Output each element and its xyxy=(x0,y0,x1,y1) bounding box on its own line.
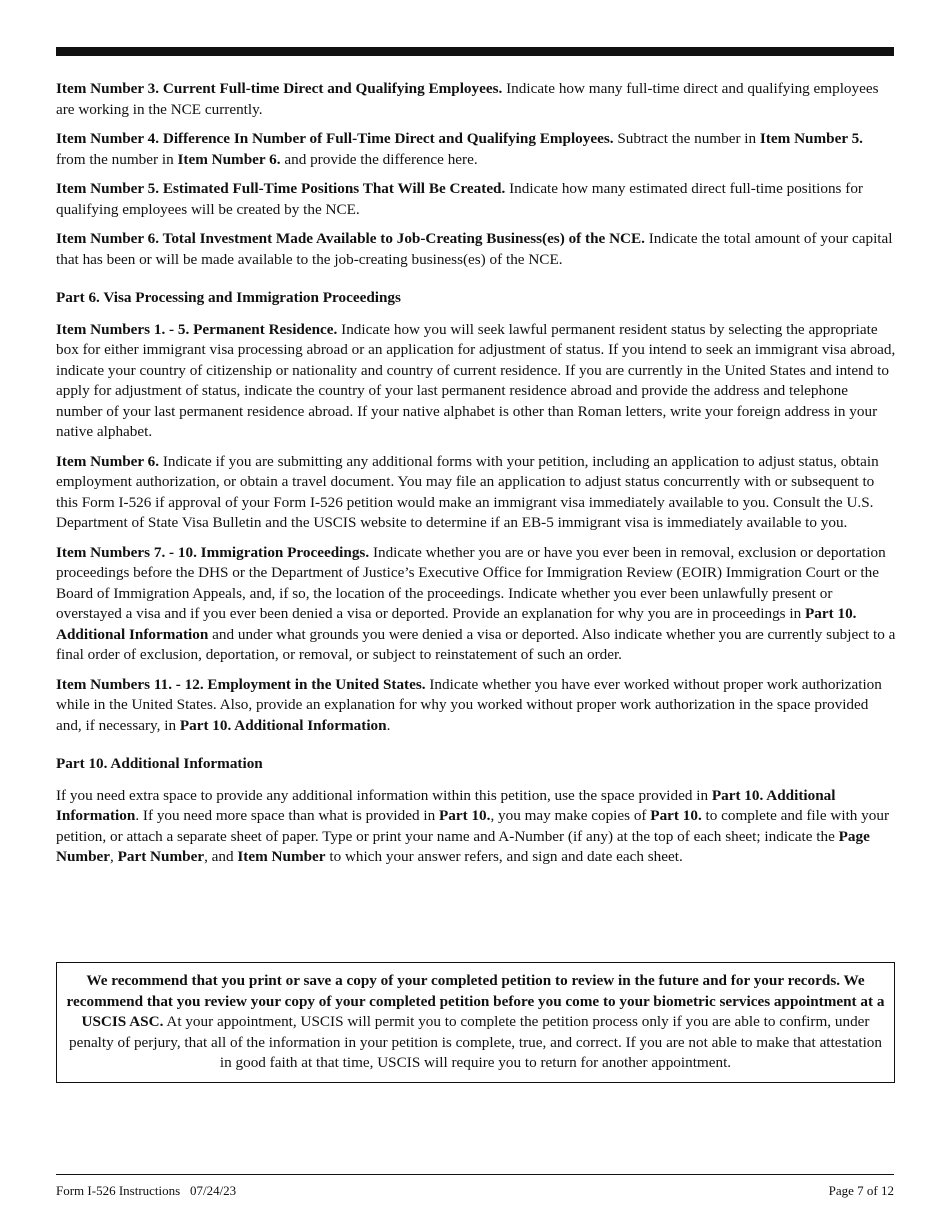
item-5-paragraph xyxy=(56,179,896,220)
part-10-heading: Part 10. Additional Information xyxy=(56,755,263,772)
notice-bold-text: We recommend that you print or save a copy of your completed petition to review in the future and for your records. We recommend that you review your copy of your completed petition before you come to your biometric services appointment at a USCIS ASC. xyxy=(66,972,885,1030)
part-10-reference: Part 10. Additional Information xyxy=(179,716,387,734)
recommendation-notice-box xyxy=(56,962,895,1083)
item-6-text: Indicate the total amount of your capital that has been or will be made available to the job-creating business(es) of the NCE. xyxy=(56,230,893,268)
item-5-text: Indicate how many estimated direct full-time positions for qualifying employees will be created by the NCE. xyxy=(56,180,863,218)
part-number-term: Part Number xyxy=(117,848,205,865)
permanent-residence-paragraph xyxy=(56,320,896,443)
item-4-text: from the number in xyxy=(56,150,178,168)
immigration-proceedings-paragraph xyxy=(56,543,896,666)
permanent-residence-text: Indicate how you will seek lawful permanent resident status by selecting the appropriate box for either immigrant visa processing abroad or an application for adjustment of status. If you intend to seek an immigrant visa abroad, indicate your country of citizenship or nationality and country of current residence. If you are currently in the United States and intend to apply for adjustment of status, indicate the country of your last permanent residence abroad and provide the address and telephone number of your last permanent residence abroad. If your native alphabet is other than Roman letters, write your foreign address in your native alphabet. xyxy=(56,320,896,440)
footer-rule xyxy=(56,1174,894,1175)
additional-info-text: , xyxy=(110,848,118,865)
item-4-text: and provide the difference here. xyxy=(280,150,478,168)
header-rule xyxy=(56,47,894,56)
immigration-proceedings-text: Indicate whether you are or have you ever been in removal, exclusion or deportation proceedings before the DHS or the Department of Justice’s Executive Office for Immigration Review (EOIR) Immigration Court or the Board of Immigration Appeals, and, if so, the location of the proceedings. Indicate whether you ever been unlawfully present or overstayed a visa and if you ever been denied a visa or deported. Provide an explanation for why you are in proceedings in xyxy=(56,543,886,622)
additional-info-text: to complete and file with your petition, or attach a separate sheet of paper. Type or print your name and A-Number (if any) at the top of each sheet; indicate the xyxy=(56,807,890,845)
additional-forms-text: Indicate if you are submitting any additional forms with your petition, including an application to adjust status, obtain employment authorization, or obtain a travel document. You may file an application to adjust status concurrently with or subsequent to this Form I-526 if approval of your Form I-526 petition would make an immigrant visa immediately available to you. Consult the U.S. Department of State Visa Bulletin and the USCIS website to determine if an EB-5 immigrant visa is immediately available to you. xyxy=(56,452,879,531)
item-4-ref-6: Item Number 6. xyxy=(177,150,281,168)
additional-info-text: , and xyxy=(204,848,238,865)
document-body xyxy=(56,79,896,877)
part-10-reference: Part 10. Additional Information xyxy=(56,605,857,643)
part-10-reference: Part 10. xyxy=(438,807,491,824)
immigration-proceedings-text: and under what grounds you were denied a visa or deported. Also indicate whether you are currently subject to a final order of exclusion, deportation, or removal, or subject to reinstatement of such an order. xyxy=(56,625,896,663)
item-3-text: Indicate how many full-time direct and qualifying employees are working in the NCE currently. xyxy=(56,80,879,118)
form-identifier: Form I-526 Instructions 07/24/23 xyxy=(56,1183,237,1198)
employment-paragraph xyxy=(56,675,896,737)
additional-forms-paragraph xyxy=(56,452,896,534)
immigration-proceedings-label: Item Numbers 7. - 10. Immigration Proceedings. xyxy=(56,543,370,561)
notice-text: At your appointment, USCIS will permit you to complete the petition process only if you are able to confirm, under penalty of perjury, that all of the information in your petition is complete, true, and correct. If you are not able to make that attestation in good faith at that time, USCIS will require you to return for another appointment. xyxy=(69,1013,882,1071)
employment-text: . xyxy=(386,716,391,734)
part-10-reference: Part 10. xyxy=(650,807,702,824)
item-3-paragraph xyxy=(56,79,896,120)
item-6-label: Item Number 6. Total Investment Made Available to Job-Creating Business(es) of the NCE. xyxy=(56,230,645,247)
item-5-label: Item Number 5. Estimated Full-Time Positions That Will Be Created. xyxy=(56,180,506,197)
additional-info-text: to which your answer refers, and sign and date each sheet. xyxy=(325,848,683,865)
page-number-term: Page Number xyxy=(56,827,870,865)
item-3-label: Item Number 3. Current Full-time Direct and Qualifying Employees. xyxy=(56,80,503,97)
additional-info-text: If you need extra space to provide any additional information within this petition, use the space provided in xyxy=(56,786,712,804)
item-4-text: Subtract the number in xyxy=(613,130,760,147)
additional-info-text: . If you need more space than what is provided in xyxy=(135,807,439,824)
page-number: Page 7 of 12 xyxy=(828,1183,894,1198)
item-4-paragraph xyxy=(56,129,896,170)
employment-text: Indicate whether you have ever worked without proper work authorization while in the United States. Also, provide an explanation for why you worked without proper work authorization in the space provided and, if necessary, in xyxy=(56,675,882,734)
item-4-label: Item Number 4. Difference In Number of Full-Time Direct and Qualifying Employees. xyxy=(56,130,614,147)
additional-forms-label: Item Number 6. xyxy=(56,452,160,470)
employment-label: Item Numbers 11. - 12. Employment in the United States. xyxy=(56,675,426,693)
part-6-heading: Part 6. Visa Processing and Immigration Proceedings xyxy=(56,289,401,306)
additional-info-text: , you may make copies of xyxy=(490,807,651,824)
item-4-ref-5: Item Number 5. xyxy=(759,130,863,147)
item-number-term: Item Number xyxy=(237,848,326,865)
part-10-reference: Part 10. Additional Information xyxy=(56,786,836,824)
item-6-paragraph xyxy=(56,229,896,270)
additional-information-paragraph xyxy=(56,786,896,868)
permanent-residence-label: Item Numbers 1. - 5. Permanent Residence. xyxy=(56,320,338,338)
